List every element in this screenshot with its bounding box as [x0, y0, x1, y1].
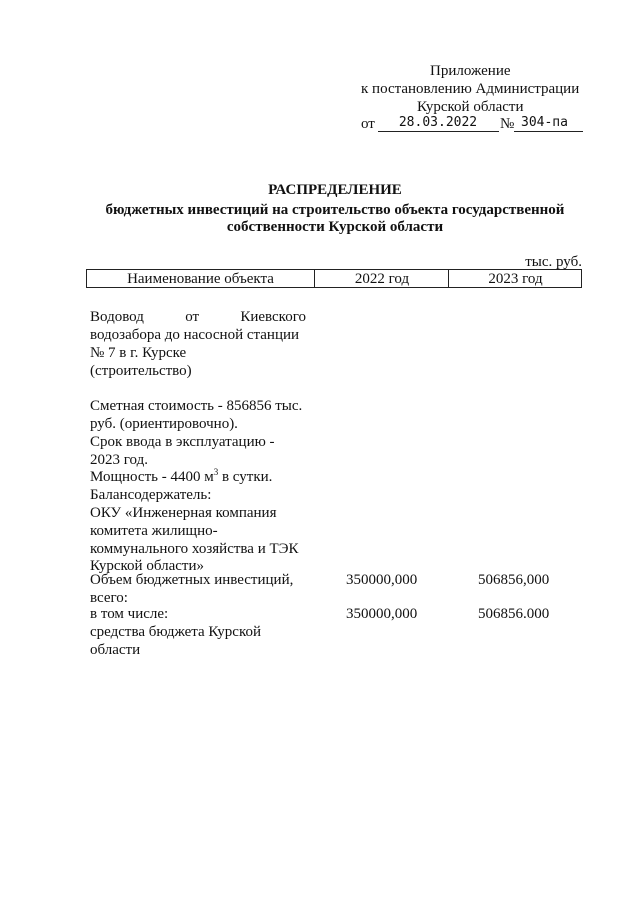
appendix-label: Приложение	[430, 63, 511, 79]
regional-budget-2023: 506856.000	[478, 606, 550, 622]
object-name-line2: водозабора до насосной станции	[90, 327, 300, 343]
column-header-2022: 2022 год	[314, 270, 449, 287]
capacity-prefix: Мощность - 4400 м	[90, 469, 214, 485]
column-header-2023: 2023 год	[448, 270, 582, 287]
capacity-superscript: 3	[213, 467, 219, 477]
total-investments-label-line1: Объем бюджетных инвестиций,	[90, 572, 294, 588]
commissioning-term-line1: Срок ввода в эксплуатацию -	[90, 434, 275, 450]
resolution-number: 304-па	[521, 115, 568, 130]
document-title: РАСПРЕДЕЛЕНИЕ	[268, 182, 402, 198]
regional-budget-2022: 350000,000	[346, 606, 418, 622]
estimated-cost-line1: Сметная стоимость - 856856 тыс.	[90, 398, 303, 414]
date-underline	[378, 131, 499, 132]
regional-budget-label-line2: области	[90, 642, 141, 658]
appendix-region-line: Курской области	[417, 99, 524, 115]
object-name-word: от	[185, 309, 200, 325]
holder-line3: коммунального хозяйства и ТЭК	[90, 541, 299, 557]
total-investments-label-line2: всего:	[90, 590, 128, 606]
resolution-date: 28.03.2022	[398, 115, 478, 130]
appendix-resolution-line: к постановлению Администрации	[361, 81, 580, 97]
capacity-line	[90, 468, 272, 486]
capacity-suffix: в сутки.	[218, 469, 273, 485]
number-underline	[514, 131, 583, 132]
object-name-word: Водовод	[90, 309, 144, 325]
holder-line1: ОКУ «Инженерная компания	[90, 505, 277, 521]
object-name-line3: № 7 в г. Курске	[90, 345, 187, 361]
total-investments-2022: 350000,000	[346, 572, 418, 588]
object-name-line4: (строительство)	[90, 363, 192, 379]
holder-line2: комитета жилищно-	[90, 523, 218, 539]
column-header-object-name: Наименование объекта	[127, 271, 274, 287]
number-sign: №	[500, 116, 515, 132]
total-investments-2023: 506856,000	[478, 572, 550, 588]
regional-budget-label-line1: средства бюджета Курской	[90, 624, 262, 640]
commissioning-term-line2: 2023 год.	[90, 452, 148, 468]
appendix-date-number-line	[361, 115, 583, 133]
including-label: в том числе:	[90, 606, 169, 622]
object-name-line1	[90, 308, 306, 326]
table-header	[86, 269, 582, 288]
document-subtitle-line1: бюджетных инвестиций на строительство объекта государственной	[105, 202, 565, 218]
units-label: тыс. руб.	[525, 254, 582, 270]
estimated-cost-line2: руб. (ориентировочно).	[90, 416, 238, 432]
from-label: от	[361, 116, 375, 132]
document-subtitle-line2: собственности Курской области	[226, 219, 444, 235]
holder-line4: Курской области»	[90, 558, 204, 574]
holder-label: Балансодержатель:	[90, 487, 212, 503]
object-name-word: Киевского	[240, 309, 306, 325]
